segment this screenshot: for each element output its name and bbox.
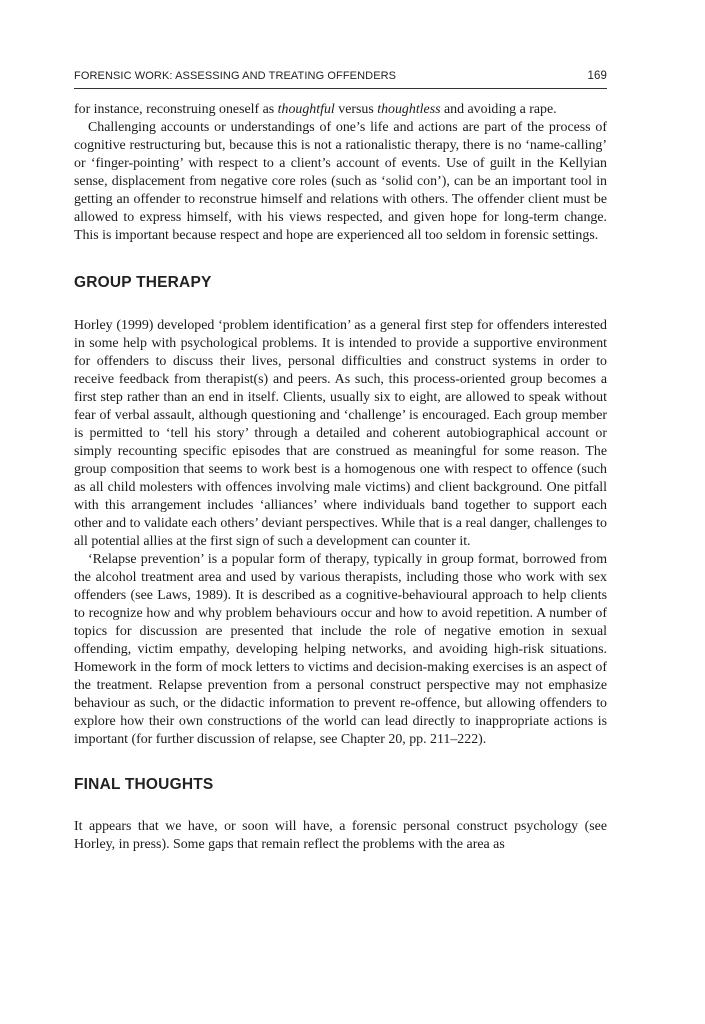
running-title: FORENSIC WORK: ASSESSING AND TREATING OFFENDERS	[74, 70, 397, 82]
italic-term: thoughtful	[277, 102, 335, 117]
text-run: for instance, reconstruing oneself as	[74, 102, 278, 117]
section-heading-final-thoughts: FINAL THOUGHTS	[74, 776, 214, 793]
section-heading-group-therapy: GROUP THERAPY	[74, 274, 212, 291]
italic-term: thoughtless	[377, 102, 441, 117]
text-run: and avoiding a rape.	[440, 102, 557, 117]
paragraph-continuation	[74, 101, 607, 119]
paragraph-problem-identification: Horley (1999) developed ‘problem identification’ as a general first step for offenders interested in some help with psychological problems. It is intended to provide a supportive environment for offenders to discuss their lives, personal difficulties and construct systems in order to receive feedback from therapist(s) and peers. As such, this process-oriented group becomes a first step rather than an end in itself. Clients, usually six to eight, are allowed to speak without fear of verbal assault, although questioning and ‘challenge’ is encouraged. Each group member is permitted to ‘tell his story’ through a detailed and coherent autobiographical account or simply recounting specific episodes that are construed as meaningful for some reason. The group composition that seems to work best is a homogenous one with respect to offence (such as all child molesters with offences involving male victims) and client background. One pitfall with this arrangement includes ‘alliances’ where individuals band together to support each other and to validate each others’ deviant perspectives. While that is a real danger, challenges to all potential allies at the first sign of such a development can counter it.	[74, 318, 607, 549]
page-number: 169	[587, 70, 607, 82]
paragraph-challenging-accounts: Challenging accounts or understandings of one’s life and actions are part of the process of cognitive restructuring but, because this is not a rationalistic therapy, there is no ‘name-calling’ or ‘finger-pointing’ with respect to a client’s account of events. Use of guilt in the Kellyian sense, displacement from negative core roles (such as ‘solid con’), can be an important tool in getting an offender to reconstrue himself and relations with others. The offender client must be allowed to express himself, with his views respected, and given hope for long-term change. This is important because respect and hope are experienced all too seldom in forensic settings.	[74, 120, 607, 243]
text-run: versus	[334, 102, 378, 117]
paragraph-final-thoughts: It appears that we have, or soon will have, a forensic personal construct psychology (see Horley, in press). Some gaps that remain reflect the problems with the area as	[74, 819, 607, 852]
paragraph-relapse-prevention: ‘Relapse prevention’ is a popular form of therapy, typically in group format, borrowed from the alcohol treatment area and used by various therapists, including those who work with sex offenders (see Laws, 1989). It is described as a cognitive-behavioural approach to help clients to recognize how and why problem behaviours occur and how to avoid repetition. A number of topics for discussion are presented that include the role of negative emotion in sexual offending, victim empathy, developing helping networks, and avoiding high-risk situations. Homework in the form of mock letters to victims and decision-making exercises is an aspect of the treatment. Relapse prevention from a personal construct perspective may not emphasize behaviour as such, or the didactic information to prevent re-offence, but allowing offenders to explore how their own constructions of the world can lead directly to inappropriate actions is important (for further discussion of relapse, see Chapter 20, pp. 211–222).	[74, 552, 607, 747]
page-body	[74, 101, 607, 854]
running-header	[74, 68, 607, 89]
